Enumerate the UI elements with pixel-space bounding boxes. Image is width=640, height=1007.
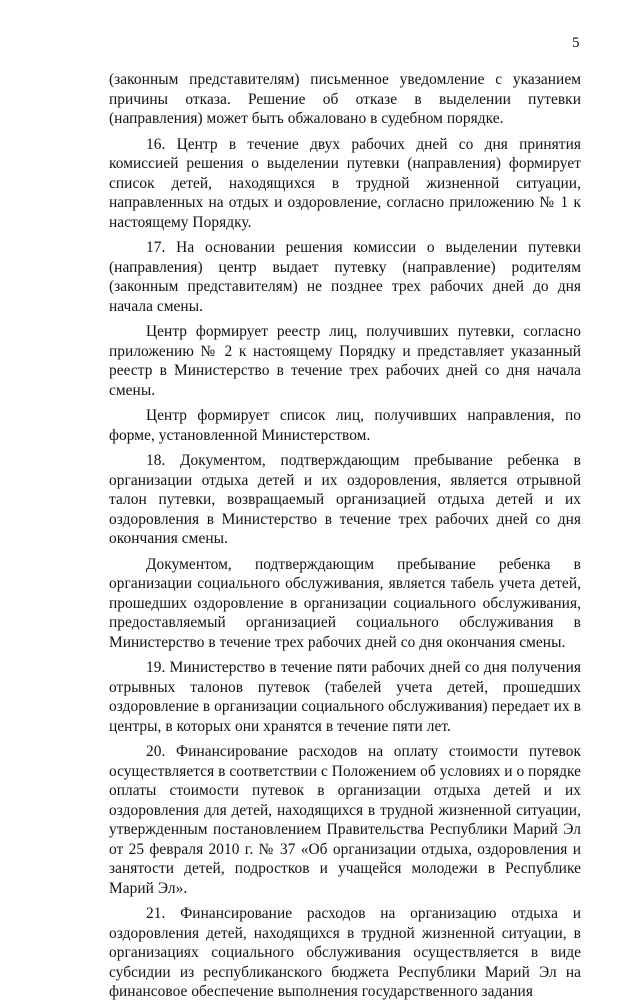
- paragraph-17: 17. На основании решения комиссии о выделении путевки (направления) центр выдает путевку (направление) родителям (законным представителям) не позднее трех рабочих дней до дня начала смены.: [109, 239, 581, 315]
- paragraph-21: 21. Финансирование расходов на организацию отдыха и оздоровления детей, находящихся в трудной жизненной ситуации, в организациях социального обслуживания осуществляется в виде субсидии из республиканского бюджета Республики Марий Эл на финансовое обеспечение выполнения государственного задания: [109, 905, 581, 1000]
- paragraph-19: 19. Министерство в течение пяти рабочих дней со дня получения отрывных талонов путевок (табелей учета детей, прошедших оздоровление в организации социального обслуживания) передает их в центры, в которых они хранятся в течение пяти лет.: [109, 659, 581, 735]
- paragraph-16: 16. Центр в течение двух рабочих дней со дня принятия комиссией решения о выделении путевки (направления) формирует список детей, находящихся в трудной жизненной ситуации, направленных на отдых и оздоровление, согласно приложению № 1 к настоящему Порядку.: [109, 135, 581, 231]
- paragraph-20: 20. Финансирование расходов на оплату стоимости путевок осуществляется в соответствии с Положением об условиях и о порядке оплаты стоимости путевок в организации отдыха детей и их оздоровления для детей, находящихся в трудной жизненной ситуации, утвержденным постановлением Правительства Республики Марий Эл от 25 февраля 2010 г. № 37 «Об организации отдыха, оздоровления и занятости детей, подростков и учащейся молодежи в Республике Марий Эл».: [109, 743, 581, 897]
- paragraph-18-social: Документом, подтверждающим пребывание ребенка в организации социального обслуживания, является табель учета детей, прошедших оздоровление в организации социального обслуживания, предоставляемый организацией социального обслуживания в Министерство в течение трех рабочих дней со дня окончания смены.: [109, 555, 581, 651]
- page-number: 5: [572, 35, 580, 51]
- paragraph-18: 18. Документом, подтверждающим пребывание ребенка в организации отдыха детей и их оздоровления, является отрывной талон путевки, возвращаемый организацией отдыха детей и их оздоровления в Министерство в течение трех рабочих дней со дня окончания смены.: [109, 452, 581, 547]
- paragraph-continuation: (законным представителям) письменное уведомление с указанием причины отказа. Решение об отказе в выделении путевки (направления) может быть обжаловано в судебном порядке.: [109, 71, 581, 127]
- paragraph-17-register: Центр формирует реестр лиц, получивших путевки, согласно приложению № 2 к настоящему Порядку и представляет указанный реестр в Министерство в течение трех рабочих дней со дня начала смены.: [109, 323, 581, 399]
- document-body: [109, 70, 581, 1007]
- paragraph-17-list: Центр формирует список лиц, получивших направления, по форме, установленной Министерством.: [109, 407, 581, 444]
